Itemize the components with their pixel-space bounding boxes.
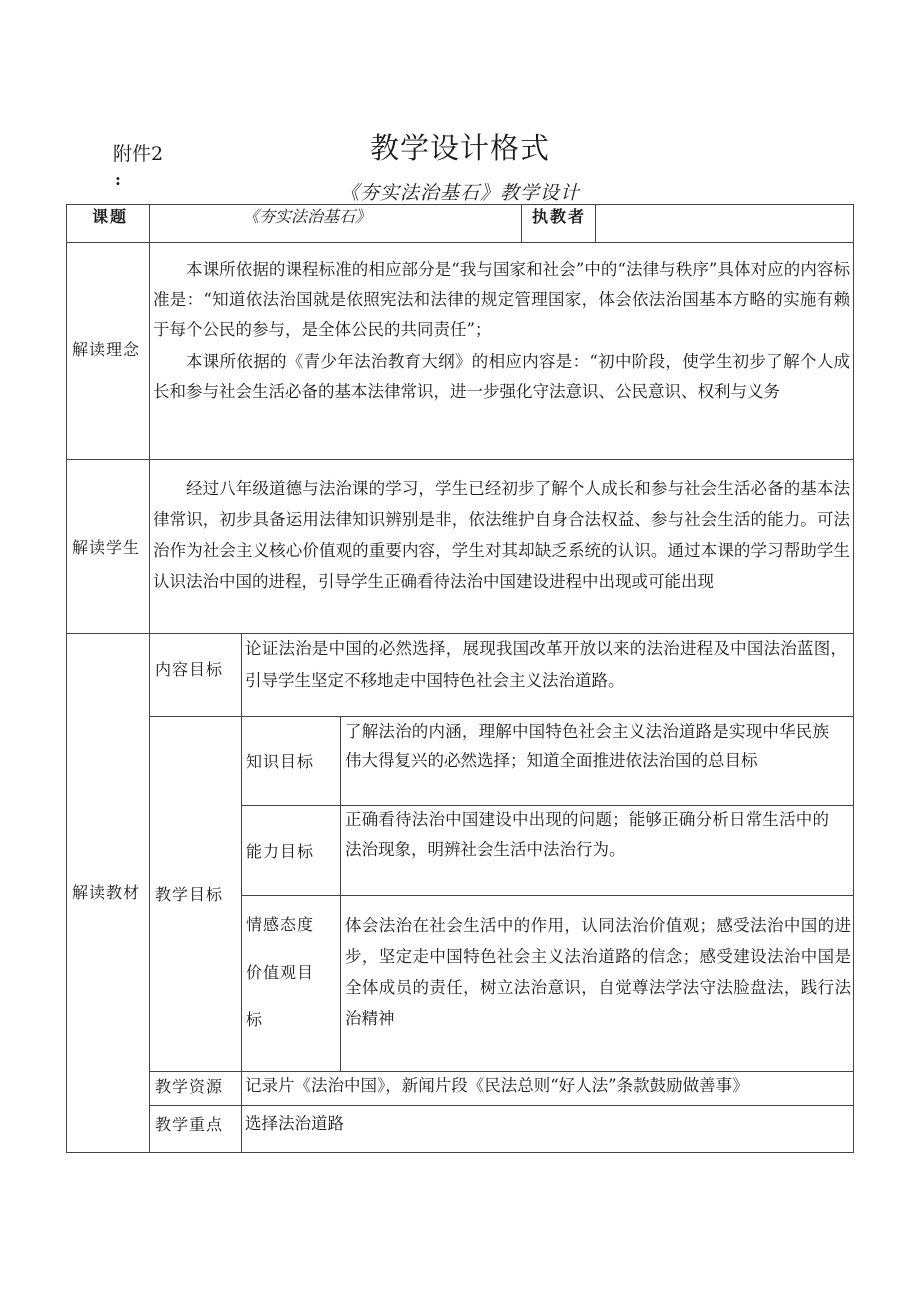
row-divider (149, 1071, 854, 1072)
annex-label: 附件2 (113, 143, 164, 165)
textbook-label: 解读教材 (72, 883, 141, 902)
emotion-goal-label-line-2: 价值观目 (246, 963, 315, 982)
table-border-right (853, 204, 854, 1152)
concept-label: 解读理念 (72, 340, 141, 359)
emotion-goal-label-line-3: 标 (246, 1010, 263, 1029)
column-divider (149, 204, 150, 1152)
students-content (153, 473, 850, 631)
concept-paragraph-1: 本课所依据的课程标准的相应部分是“我与国家和社会”中的“法律与秩序”具体对应的内容标准是：“知道依法治国就是依照宪法和法律的规定管理国家，体会依法治国基本方略的实施有赖于每个公民的参与，是全体公民的共同责任”； (153, 260, 850, 339)
table-border-left (66, 204, 67, 1152)
resources-label: 教学资源 (155, 1077, 224, 1096)
emotion-goal-label-line-1: 情感态度 (246, 915, 315, 934)
ability-goal-text: 正确看待法治中国建设中出现的问题；能够正确分析日常生活中的法治现象，明辨社会生活中法治行为。 (345, 810, 829, 859)
table-border-bottom (66, 1152, 854, 1153)
row-divider (66, 242, 854, 243)
annex-colon: : (115, 170, 121, 189)
teacher-label: 执教者 (532, 207, 587, 226)
page-title: 教学设计格式 (369, 131, 550, 165)
ability-goal-label: 能力目标 (246, 842, 315, 861)
column-divider (241, 633, 242, 1152)
column-divider (595, 204, 596, 242)
concept-paragraph-2: 本课所依据的《青少年法治教育大纲》的相应内容是：“初中阶段，使学生初步了解个人成长和参与社会生活必备的基本法律常识，进一步强化守法意识、公民意识、权利与义务 (153, 352, 850, 401)
key-points-label: 教学重点 (155, 1115, 224, 1134)
students-paragraph: 经过八年级道德与法治课的学习，学生已经初步了解个人成长和参与社会生活必备的基本法律常识，初步具备运用法律知识辨别是非，依法维护自身合法权益、参与社会生活的能力。可法治作为社会主义核心价值观的重要内容，学生对其却缺乏系统的认识。通过本课的学习帮助学生认识法治中国的进程，引导学生正确看待法治中国建设进程中出现或可能出现 (153, 479, 850, 591)
topic-label: 课题 (92, 207, 129, 226)
resources-text: 记录片《法治中国》，新闻片段《民法总则“好人法”条款鼓励做善事》 (245, 1076, 749, 1095)
students-label: 解读学生 (72, 538, 141, 557)
topic-value: 《夯实法治基石》 (243, 207, 372, 226)
knowledge-goal-label: 知识目标 (246, 752, 315, 771)
concept-content (153, 255, 850, 456)
knowledge-goal-text: 了解法治的内涵，理解中国特色社会主义法治道路是实现中华民族伟大得复兴的必然选择；知道全面推进依法治国的总目标 (345, 722, 829, 770)
emotion-goal-text: 体会法治在社会生活中的作用，认同法治价值观；感受法治中国的进步，坚定走中国特色社会主义法治道路的信念；感受建设法治中国是全体成员的责任，树立法治意识，自觉尊法学法守法脸盘法，践行法治精神 (345, 916, 851, 1028)
row-divider (241, 895, 854, 896)
column-divider (340, 716, 341, 1071)
row-divider (66, 459, 854, 460)
key-points-text: 选择法治道路 (245, 1114, 344, 1133)
teaching-goals-label: 教学目标 (155, 885, 224, 904)
row-divider (149, 1105, 854, 1106)
table-border-top (66, 204, 854, 205)
content-goal-text: 论证法治是中国的必然选择，展现我国改革开放以来的法治进程及中国法治蓝图，引导学生坚定不移地走中国特色社会主义法治道路。 (245, 639, 847, 690)
column-divider (521, 204, 522, 242)
document-subtitle: 《夯实法治基石》教学设计 (339, 182, 580, 204)
content-goal-label: 内容目标 (155, 660, 224, 679)
